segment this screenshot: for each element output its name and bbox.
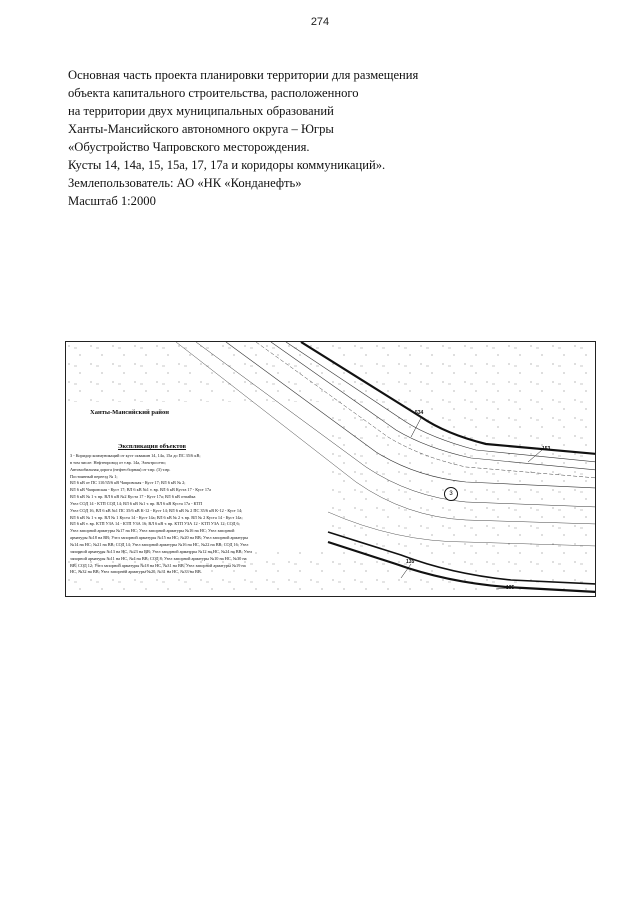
- page-number: 274: [310, 16, 330, 28]
- callout-label: 153: [542, 446, 551, 452]
- document-heading: [68, 66, 588, 210]
- legend-line: арматуры №18 на ВВ; Узел запорной арматуры №15 на НС; №20 на ВВ; Узел запорной арматуры: [70, 535, 248, 541]
- heading-line: «Обустройство Чапровского месторождения.: [68, 140, 310, 154]
- heading-line: объекта капитального строительства, расположенного: [68, 86, 359, 100]
- legend-line: Постоянный переезд № 1;: [70, 473, 118, 479]
- legend-explication: [70, 453, 320, 576]
- heading-line: Землепользователь: АО «НК «Конданефть»: [68, 176, 302, 190]
- legend-line: №14 на НС; №21 на ВВ; СОД 14; Узел запорной арматуры №16 на НС, №22 на ВВ; СОД 16; Узел: [70, 541, 249, 547]
- legend-line: Автомобильная дорога (нефтесборная) от т.вр. (3) т.вр.: [70, 466, 171, 472]
- legend-title: Экспликация объектов: [118, 443, 187, 450]
- legend-line: Узел запорной арматуры №17 на НС; Узел запорной арматуры №16 на НС; Узел запорной: [70, 528, 235, 534]
- planning-map: [65, 341, 596, 597]
- legend-line: ВЛ 6 кВ Чапровская - Куст 17; ВЛ 6 кВ №1 т. вр. ВЛ 6 кВ Куста 17 - Куст 17а: [70, 487, 212, 493]
- legend-line: Узел СОД 14 - КТП СОД 14; ВЛ 6 кВ №1 т. вр. ВЛ 6 кВ Куста 17а - КТП: [70, 500, 203, 506]
- callout-label: 135: [506, 585, 515, 591]
- legend-line: Узел СОД 16, ВЛ 6 кВ №1 ПС 35/6 кВ К-12 - Куст 14; ВЛ 6 кВ № 2 ПС 35/6 кВ К-12 - Куст 14;: [70, 507, 243, 513]
- legend-line: в том числе: Нефтепровод от т.вр. 14а, Электросети;: [70, 459, 166, 465]
- legend-line: НС, №32 на ВВ; Узел запорной арматуры №20, №31 на НС, №33 на ВВ.: [70, 569, 202, 575]
- legend-line: ВЛ 6 кВ т. вр. КТП УЗА 14 - КТП УЗА 16; ВЛ 6 кВ т. вр. КТП УЗА 12 - КТП УЗА 12; СОД 6;: [70, 521, 240, 527]
- callout-label: 534: [415, 410, 424, 416]
- legend-line: 3 - Коридор коммуникаций от куст скважин 14, 14а, 15а до ПС 35/6 кВ;: [70, 453, 201, 458]
- zone-number-marker: 3: [444, 487, 458, 501]
- heading-line: Масштаб 1:2000: [68, 194, 156, 208]
- heading-line: Кусты 14, 14а, 15, 15а, 17, 17а и коридоры коммуникаций».: [68, 158, 386, 172]
- heading-line: Ханты-Мансийского автономного округа – Югры: [68, 122, 334, 136]
- district-label: Ханты-Мансийский район: [90, 409, 169, 416]
- legend-line: ВЛ 6 кВ от ПС 110/35/6 кВ Чапровская - Куст 17; ВЛ 6 кВ № 2;: [70, 480, 186, 486]
- legend-line: ВВ; СОД 12; Узел запорной арматуры №18 на НС, №31 на ВВ; Узел запорной арматуры №19 на: [70, 562, 246, 568]
- legend-line: запорной арматуры №11 на НС, №4 на ВВ; СОД 8; Узел запорной арматуры №10 на НС, №30 на: [70, 555, 247, 561]
- heading-line: на территории двух муниципальных образований: [68, 104, 334, 118]
- callout-label: 135: [406, 559, 415, 565]
- legend-line: ВЛ 6 кВ № 1 т. вр. ВЛ № 1 Куста 14 - Куст 14а; ВЛ 6 кВ № 2 т. вр. ВЛ № 2 Куста 14 - Куст 14а;: [70, 514, 243, 520]
- legend-line: запорной арматуры №13 на НС, №23 на ВВ; Узел запорной арматуры №12 на НС, №24 на ВВ; Узел: [70, 548, 253, 554]
- heading-line: Основная часть проекта планировки территории для размещения: [68, 68, 419, 82]
- legend-line: ВЛ 6 кВ № 1 т. вр. ВЛ 6 кВ №2 Куста 17 - Куст 17а; ВЛ 6 кВ отпайка: [70, 494, 196, 500]
